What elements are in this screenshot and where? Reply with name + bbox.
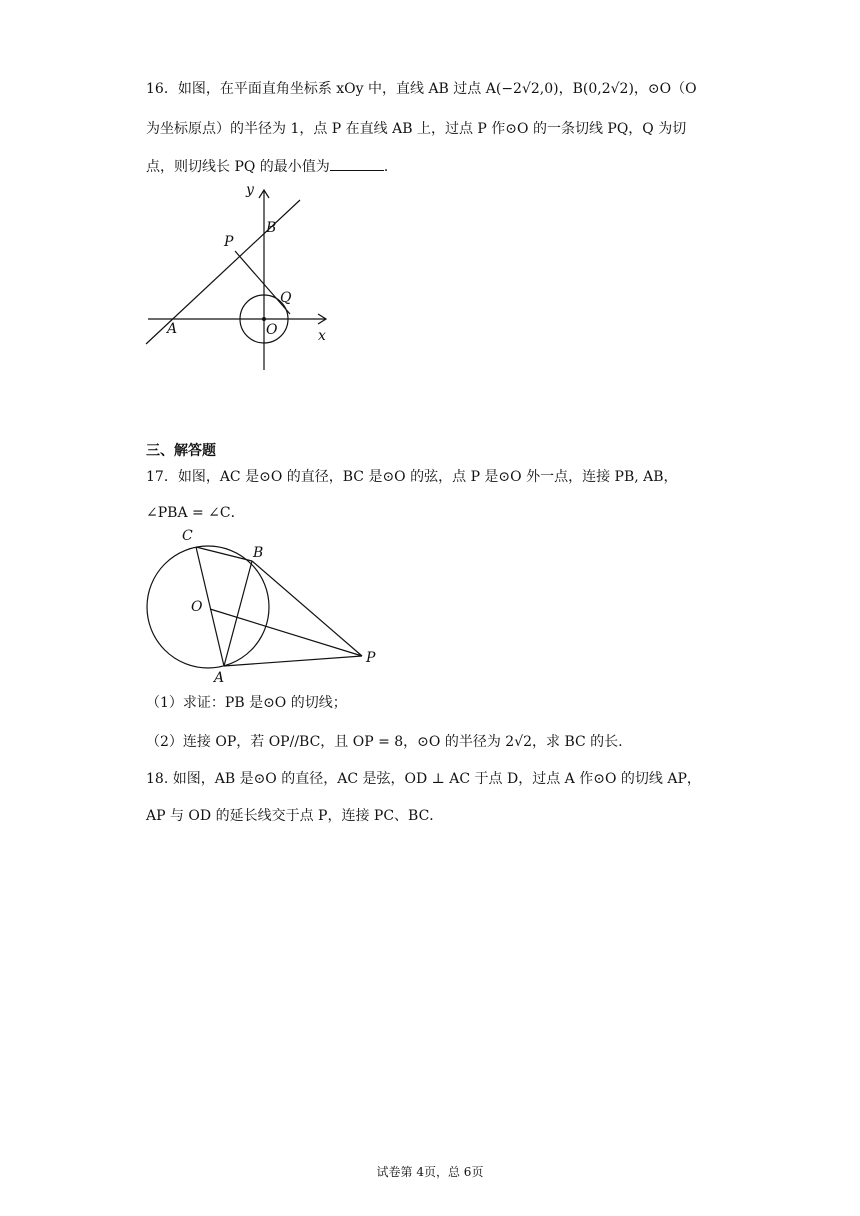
q17-line-1: 17．如图，AC 是⊙O 的直径，BC 是⊙O 的弦，点 P 是⊙O 外一点，连接 PB, AB， <box>146 469 678 485</box>
label-a: A <box>214 670 225 686</box>
answer-blank <box>330 156 384 171</box>
q16-line-3-suffix: ． <box>383 159 398 175</box>
label-p: P <box>366 650 376 666</box>
label-c: C <box>182 528 193 544</box>
q16-line-2: 为坐标原点）的半径为 1，点 P 在直线 AB 上，过点 P 作⊙O 的一条切线 PQ，Q 为切 <box>146 121 687 137</box>
q17-part-2: （2）连接 OP，若 OP//BC，且 OP = 8，⊙O 的半径为 2√2，求 BC 的长. <box>146 734 623 750</box>
q16-line-3 <box>146 156 398 176</box>
q17-figure <box>140 524 390 686</box>
q17-part-1: （1）求证：PB 是⊙O 的切线； <box>146 695 347 711</box>
page-footer: 试卷第 4页，总 6页 <box>376 1165 484 1179</box>
label-b: B <box>266 220 277 236</box>
chord-bc <box>196 547 252 561</box>
label-q: Q <box>280 290 292 306</box>
label-p: P <box>224 234 234 250</box>
q18-line-2: AP 与 OD 的延长线交于点 P，连接 PC、BC． <box>146 808 444 824</box>
segment-pa <box>224 656 362 666</box>
q16-line-3-prefix: 点，则切线长 PQ 的最小值为 <box>146 159 330 175</box>
label-y: y <box>246 182 254 198</box>
label-b: B <box>253 545 264 561</box>
chord-ab <box>224 561 252 666</box>
section-title: 三、解答题 <box>146 443 216 459</box>
q17-line-2: ∠PBA = ∠C． <box>146 505 245 521</box>
origin-dot <box>262 317 266 321</box>
label-o: O <box>266 322 278 338</box>
q16-line-1: 16．如图，在平面直角坐标系 xOy 中，直线 AB 过点 A(−2√2,0)，B(0,2√2)，⊙O（O <box>146 81 697 97</box>
label-a: A <box>167 321 178 337</box>
label-o: O <box>191 599 203 615</box>
label-x: x <box>318 328 326 344</box>
q16-figure <box>140 180 340 376</box>
q18-line-1: 18. 如图，AB 是⊙O 的直径，AC 是弦，OD ⊥ AC 于点 D，过点 A 作⊙O 的切线 AP， <box>146 771 701 787</box>
